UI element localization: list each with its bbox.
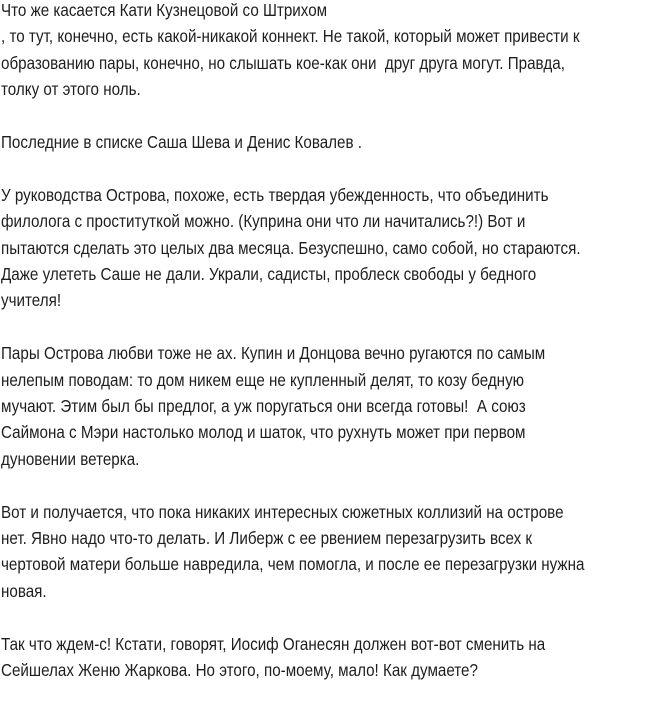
- text-line: Сейшелах Женю Жаркова. Но этого, по-моему, мало! Как думаете?: [1, 660, 478, 681]
- text-line: У руководства Острова, похоже, есть твердая убежденность, что объединить: [1, 184, 549, 205]
- text-line: толку от этого ноль.: [1, 79, 141, 100]
- text-line: , то тут, конечно, есть какой-никакой коннект. Не такой, который может привести к: [1, 26, 580, 47]
- paragraph: [1, 182, 669, 314]
- text-line: Последние в списке Саша Шева и Денис Ковалев .: [1, 132, 362, 153]
- text-line: образованию пары, конечно, но слышать кое-как они друг друга могут. Правда,: [1, 52, 565, 73]
- text-line: новая.: [1, 580, 47, 601]
- article-text: [1, 0, 669, 710]
- paragraph: [1, 0, 669, 103]
- paragraph: [1, 129, 669, 155]
- paragraph: [1, 340, 669, 472]
- paragraph: [1, 631, 669, 684]
- text-line: Так что ждем-с! Кстати, говорят, Иосиф Оганесян должен вот-вот сменить на: [1, 633, 546, 654]
- text-line: Саймона с Мэри настолько молод и шаток, что рухнуть может при первом: [1, 422, 526, 443]
- text-line: пытаются сделать это целых два месяца. Безуспешно, само собой, но стараются.: [1, 237, 581, 258]
- text-line: Даже улететь Саше не дали. Украли, садисты, проблеск свободы у бедного: [1, 264, 537, 285]
- text-line: Пары Острова любви тоже не ах. Купин и Донцова вечно ругаются по самым: [1, 343, 546, 364]
- text-line: чертовой матери больше навредила, чем помогла, и после ее перезагрузки нужна: [1, 554, 585, 575]
- text-line: мучают. Этим был бы предлог, а уж поругаться они всегда готовы! А союз: [1, 396, 526, 417]
- text-line: учителя!: [1, 290, 62, 311]
- text-line: дуновении ветерка.: [1, 448, 140, 469]
- text-line: Вот и получается, что пока никаких интересных сюжетных коллизий на острове: [1, 501, 564, 522]
- text-line: нелепым поводам: то дом никем еще не купленный делят, то козу бедную: [1, 369, 525, 390]
- text-line: нет. Явно надо что-то делать. И Либерж с ее рвением перезагрузить всех к: [1, 528, 533, 549]
- paragraph: [1, 499, 669, 605]
- text-line: Что же касается Кати Кузнецовой со Штрихом: [1, 0, 328, 20]
- text-line: филолога с проституткой можно. (Куприна они что ли начитались?!) Вот и: [1, 211, 526, 232]
